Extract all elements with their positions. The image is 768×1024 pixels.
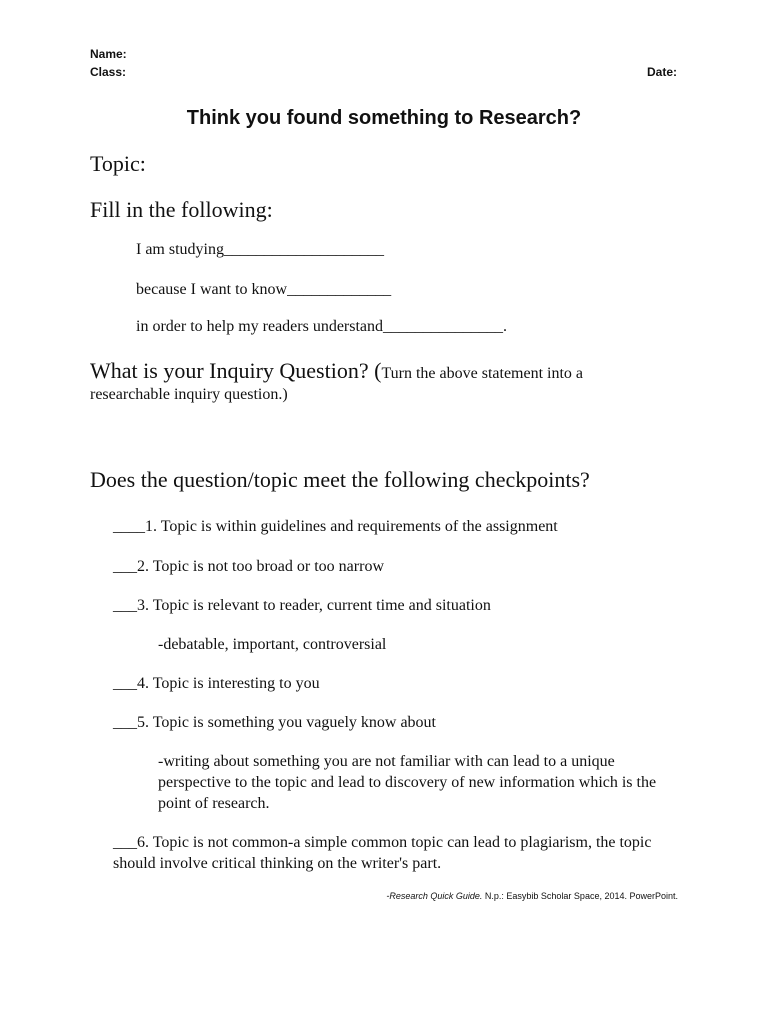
checkpoint-3-note: -debatable, important, controversial	[158, 636, 387, 653]
fill-line-want-to-know: because I want to know_____________	[136, 281, 392, 298]
citation-source: N.p.: Easybib Scholar Space, 2014. PowerPoint.	[482, 891, 678, 901]
checkpoint-1: ____1. Topic is within guidelines and requirements of the assignment	[113, 518, 558, 535]
page-title: Think you found something to Research?	[186, 107, 582, 129]
inquiry-question	[90, 358, 583, 384]
fill-line-readers-understand: in order to help my readers understand_______________.	[136, 318, 508, 335]
inquiry-note-continued: researchable inquiry question.)	[90, 386, 288, 403]
checkpoint-4: ___4. Topic is interesting to you	[113, 675, 320, 692]
name-label: Name:	[90, 47, 127, 61]
checkpoint-6: ___6. Topic is not common-a simple common topic can lead to plagiarism, the topic should involve critical thinking on the writer's part.	[113, 834, 652, 872]
topic-label: Topic:	[90, 151, 146, 176]
inquiry-note: Turn the above statement into a	[381, 365, 584, 382]
citation	[386, 891, 678, 901]
fill-line-studying: I am studying____________________	[136, 241, 384, 258]
date-label: Date:	[647, 65, 678, 79]
class-label: Class:	[90, 65, 127, 79]
fill-heading: Fill in the following:	[90, 197, 273, 222]
inquiry-heading: What is your Inquiry Question? (	[90, 358, 382, 383]
checkpoint-3: ___3. Topic is relevant to reader, current time and situation	[113, 597, 491, 614]
checkpoint-5-note: -writing about something you are not familiar with can lead to a unique perspective to the topic and lead to discovery of new information which is the point of research.	[158, 753, 657, 812]
checkpoint-5: ___5. Topic is something you vaguely know about	[113, 714, 436, 731]
checkpoints-heading: Does the question/topic meet the following checkpoints?	[90, 467, 590, 492]
citation-title: -Research Quick Guide.	[386, 891, 483, 901]
checkpoint-2: ___2. Topic is not too broad or too narrow	[113, 558, 384, 575]
